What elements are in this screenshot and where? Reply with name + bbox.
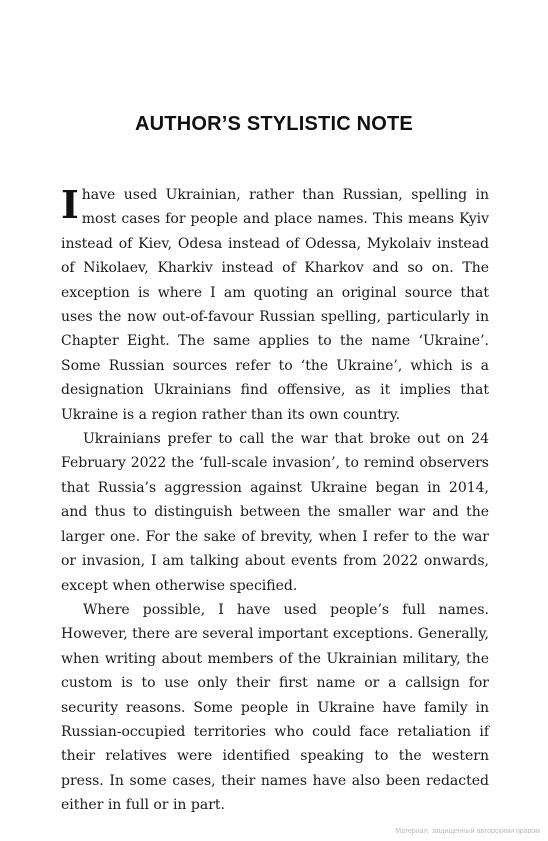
paragraph-2: Ukrainians prefer to call the war that broke out on 24 February 2022 the ‘full-scale invasion’, to remind observers that Russia’s aggression against Ukraine began in 2014, and thus to distinguish between the smaller war and the larger one. For the sake of brevity, when I refer to the war or invasion, I am talking about events from 2022 onwards, except when otherwise specified. (61, 431, 489, 594)
paragraph-1-text: have used Ukrainian, rather than Russian, spelling in most cases for people and place names. This means Kyiv instead of Kiev, Odesa instead of Odessa, Mykolaiv instead of Nikolaev, Kharkiv instead of Kharkov and so on. The exception is where I am quoting an original source that uses the now out-of-favour Russian spelling, particularly in Chapter Eight. The same applies to the name ‘Ukraine’. Some Russian sources refer to ‘the Ukraine’, which is a designation Ukrainians find offensive, as it implies that Ukraine is a region rather than its own country. (61, 187, 489, 423)
drop-cap: I (61, 182, 79, 227)
paragraph-3: Where possible, I have used people’s full names. However, there are several important exceptions. Generally, when writing about members of the Ukrainian military, the custom is to use only their first name or a callsign for security reasons. Some people in Ukraine have family in Russian-occupied territories who could face retaliation if their relatives were identified speaking to the western press. In some cases, their names have also been redacted either in full or in part. (61, 601, 489, 814)
paragraph-1 (61, 183, 489, 427)
body-text (61, 183, 489, 818)
page-title: AUTHOR’S STYLISTIC NOTE (135, 113, 413, 135)
copyright-watermark: Материал, защищенный авторскими правом (395, 828, 540, 835)
